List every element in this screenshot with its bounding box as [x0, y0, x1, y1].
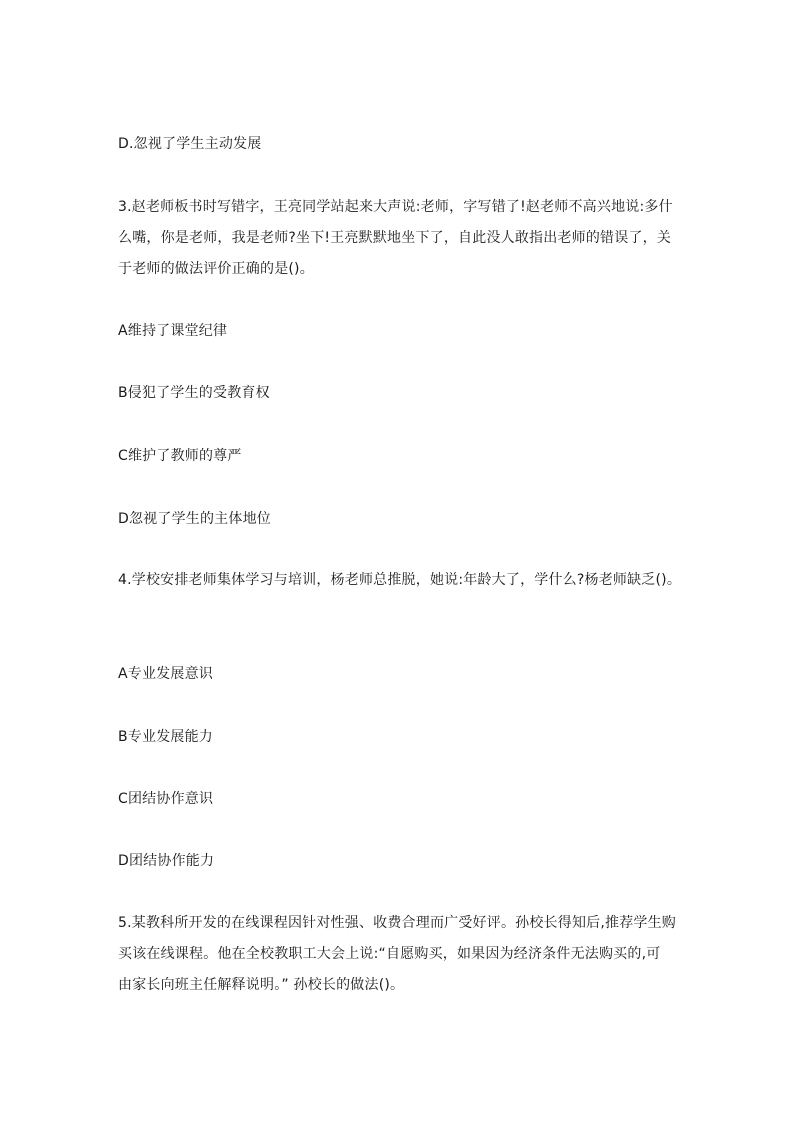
option-c-q4: C团结协作意识 [118, 791, 214, 807]
option-d-q4: D团结协作能力 [118, 853, 215, 869]
question-3-line-3: 于老师的做法评价正确的是()。 [118, 261, 314, 277]
question-5-line-2: 买该在线课程。他在全校教职工大会上说:“自愿购买，如果因为经济条件无法购买的,可 [118, 946, 661, 962]
option-a-q4: A专业发展意识 [118, 666, 213, 682]
option-a-q3: A维持了课堂纪律 [118, 323, 228, 339]
question-5-line-3: 由家长向班主任解释说明。” 孙校长的做法()。 [118, 977, 405, 993]
option-d-q2: D.忽视了学生主动发展 [118, 136, 262, 152]
option-b-q3: B侵犯了学生的受教育权 [118, 385, 270, 401]
question-4: 4.学校安排老师集体学习与培训，杨老师总推脱，她说:年龄大了，学什么?杨老师缺乏()。 [118, 572, 682, 588]
question-5-line-1: 5.某教科所开发的在线课程因针对性强、收费合理而广受好评。孙校长得知后,推荐学生购 [118, 915, 677, 931]
option-c-q3: C维护了教师的尊严 [118, 448, 242, 464]
question-3-line-2: 么嘴，你是老师，我是老师?坐下!王亮默默地坐下了，自此没人敢指出老师的错误了，关 [118, 230, 672, 246]
question-3-line-1: 3.赵老师板书时写错字，王亮同学站起来大声说:老师，字写错了!赵老师不高兴地说:多什 [118, 199, 673, 215]
option-b-q4: B专业发展能力 [118, 729, 214, 745]
option-d-q3: D忽视了学生的主体地位 [118, 511, 271, 527]
